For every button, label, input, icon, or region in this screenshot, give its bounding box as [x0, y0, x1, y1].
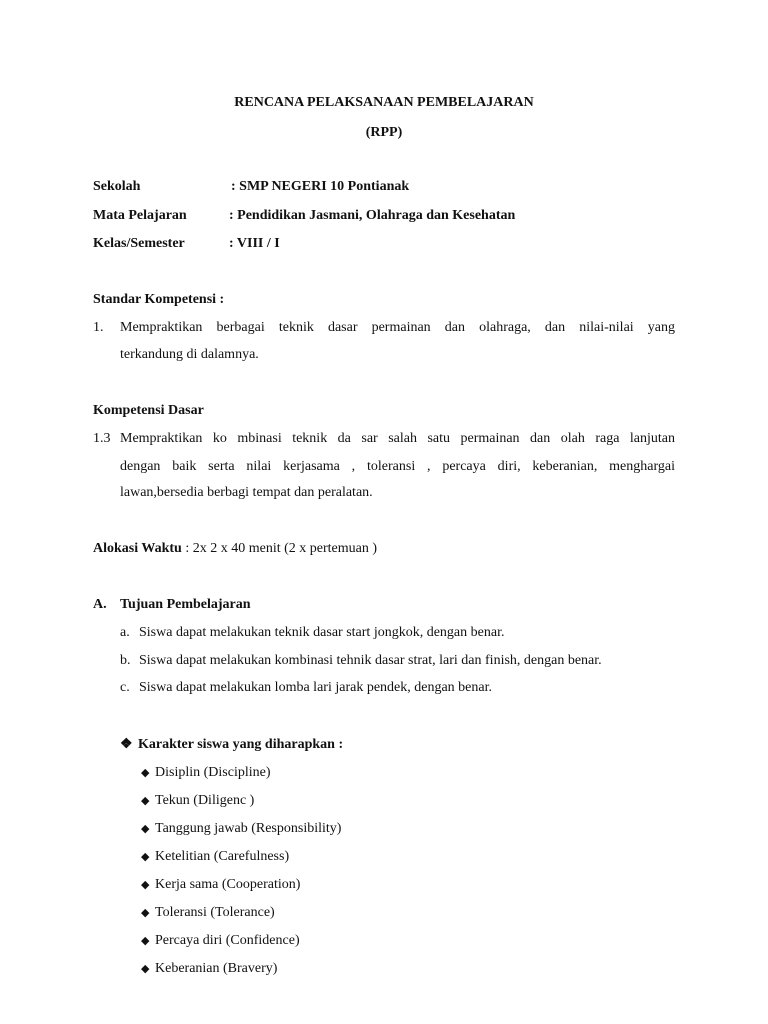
diamond-bullet-icon: ◆ [141, 879, 150, 891]
tujuan-letter: A. [93, 597, 107, 612]
kompetensi-heading: Kompetensi Dasar [93, 403, 204, 418]
kompetensi-text-line2: dengan baik serta nilai kerjasama , toleransi , percaya diri, keberanian, menghargai [120, 459, 675, 474]
tujuan-item-c: Siswa dapat melakukan lomba lari jarak pendek, dengan benar. [139, 680, 492, 695]
standar-text-line2: terkandung di dalamnya. [120, 347, 259, 362]
karakter-item-text: Percaya diri (Confidence) [155, 933, 300, 948]
standar-text-line1: Mempraktikan berbagai teknik dasar permainan dan olahraga, dan nilai-nilai yang [120, 320, 675, 335]
karakter-item [141, 932, 300, 950]
karakter-item [141, 764, 271, 782]
diamond-bullet-icon: ◆ [141, 767, 150, 779]
diamond-cluster-icon: ❖ [120, 737, 133, 752]
identity-label-mapel: Mata Pelajaran [93, 208, 187, 223]
karakter-item-text: Toleransi (Tolerance) [155, 905, 275, 920]
identity-label-sekolah: Sekolah [93, 179, 141, 194]
karakter-item [141, 904, 275, 922]
document-title: RENCANA PELAKSANAAN PEMBELAJARAN [234, 95, 534, 110]
kompetensi-number: 1.3 [93, 431, 111, 446]
identity-value-kelas: : VIII / I [229, 236, 280, 251]
tujuan-marker-b: b. [120, 653, 131, 668]
karakter-item [141, 876, 300, 894]
tujuan-marker-c: c. [120, 680, 130, 695]
karakter-item [141, 792, 254, 810]
karakter-item [141, 960, 277, 978]
tujuan-item-b: Siswa dapat melakukan kombinasi tehnik dasar strat, lari dan finish, dengan benar. [139, 653, 602, 668]
identity-label-kelas: Kelas/Semester [93, 236, 185, 251]
karakter-item-text: Keberanian (Bravery) [155, 961, 278, 976]
karakter-item-text: Tekun (Diligenc ) [155, 793, 255, 808]
standar-number: 1. [93, 320, 104, 335]
diamond-bullet-icon: ◆ [141, 823, 150, 835]
karakter-item-text: Tanggung jawab (Responsibility) [155, 821, 342, 836]
alokasi-value: : 2x 2 x 40 menit (2 x pertemuan ) [181, 541, 378, 556]
alokasi-label: Alokasi Waktu [93, 541, 182, 556]
karakter-item-text: Disiplin (Discipline) [155, 765, 271, 780]
karakter-item-text: Ketelitian (Carefulness) [155, 849, 290, 864]
tujuan-item-a: Siswa dapat melakukan teknik dasar start jongkok, dengan benar. [139, 625, 505, 640]
kompetensi-text-line1: Mempraktikan ko mbinasi teknik da sar salah satu permainan dan olah raga lanjutan [120, 431, 675, 446]
diamond-bullet-icon: ◆ [141, 795, 150, 807]
kompetensi-text-line3: lawan,bersedia berbagi tempat dan peralatan. [120, 485, 373, 500]
karakter-item-text: Kerja sama (Cooperation) [155, 877, 301, 892]
identity-value-sekolah: : SMP NEGERI 10 Pontianak [231, 179, 410, 194]
tujuan-heading: Tujuan Pembelajaran [120, 597, 251, 612]
document-subtitle: (RPP) [365, 125, 403, 140]
alokasi-waktu [93, 540, 377, 558]
karakter-heading-row [120, 736, 343, 754]
karakter-item [141, 820, 341, 838]
diamond-bullet-icon: ◆ [141, 907, 150, 919]
karakter-item [141, 848, 289, 866]
tujuan-marker-a: a. [120, 625, 130, 640]
standar-heading: Standar Kompetensi : [93, 292, 225, 307]
karakter-heading: Karakter siswa yang diharapkan : [138, 737, 344, 752]
diamond-bullet-icon: ◆ [141, 935, 150, 947]
diamond-bullet-icon: ◆ [141, 963, 150, 975]
diamond-bullet-icon: ◆ [141, 851, 150, 863]
identity-value-mapel: : Pendidikan Jasmani, Olahraga dan Kesehatan [229, 208, 516, 223]
